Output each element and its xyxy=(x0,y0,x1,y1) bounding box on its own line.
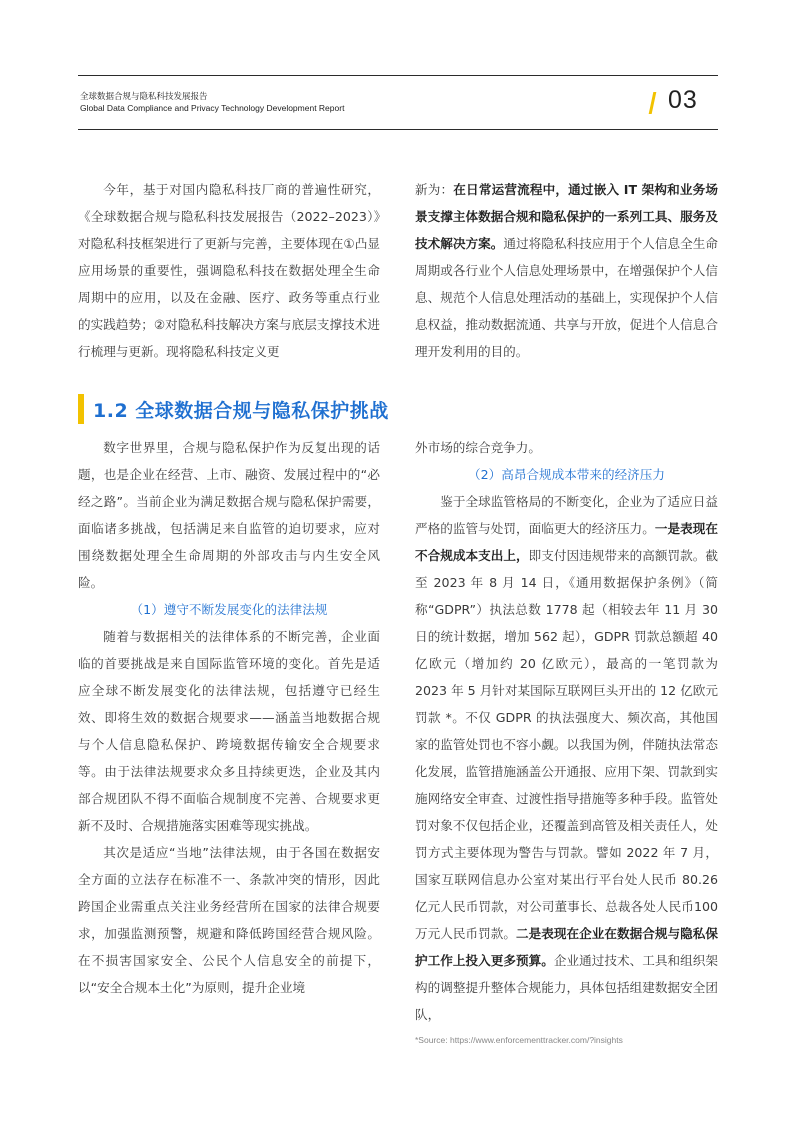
text-run: 企业通过技术、工具和组织架构的调整提升整体合规能力，具体包括组建数据安全团队， xyxy=(415,953,719,1022)
header-bottom-rule xyxy=(78,129,718,130)
page-number-divider xyxy=(649,92,657,114)
intro-left-column xyxy=(78,176,380,365)
section-heading: 1.2 全球数据合规与隐私保护挑战 xyxy=(93,400,389,422)
text-run: 即支付因违规带来的高额罚款。截至 2023 年 8 月 14 日，《通用数据保护条例》（简称“GDPR”）执法总数 1778 起（相较去年 11 月 30 日的统计数据，增加 562 起），GDPR 罚款总额超 40 亿欧元（增加约 20 亿欧元），最高的一笔罚款为 2023 年 5 月针对某国际互联网巨头开出的 12 亿欧元罚款 *。不仅 GDPR 的执法强度大、频次高，其他国家的监管处罚也不容小觑。以我国为例，伴随执法常态化发展，监管措施涵盖公开通报、应用下架、罚款到实施网络安全审查、过渡性指导措施等多种手段。监管处罚对象不仅包括企业，还覆盖到高管及相关责任人，处罚方式主要体现为警告与罚款。譬如 2022 年 7 月，国家互联网信息办公室对某出行平台处人民币 80.26亿元人民币罚款，对公司董事长、总裁各处人民币100万元人民币罚款。 xyxy=(415,548,719,941)
intro-right-column xyxy=(415,176,718,365)
body-right-column xyxy=(415,434,718,1028)
header-top-rule xyxy=(78,75,718,76)
intro-continued-paragraph xyxy=(415,176,718,365)
report-title-en: Global Data Compliance and Privacy Technology Development Report xyxy=(80,103,345,113)
subheading-2: （2）高昂合规成本带来的经济压力 xyxy=(468,467,665,482)
text-run: 鉴于全球监管格局的不断变化，企业为了适应日益严格的监管与处罚，面临更大的经济压力。 xyxy=(415,494,718,536)
body-paragraph: 外市场的综合竞争力。 xyxy=(415,440,541,455)
emphasis-text: 二是表现在企业在数据合规与隐私保护工作上投入更多预算。 xyxy=(415,926,719,968)
section-accent-bar xyxy=(78,394,84,424)
footnote-source: *Source: https://www.enforcementtracker.com/?insights xyxy=(415,1035,623,1045)
intro-rest: 通过将隐私科技应用于个人信息全生命周期或各行业个人信息处理场景中，在增强保护个人信息、规范个人信息处理活动的基础上，实现保护个人信息权益，推动数据流通、共享与开放，促进个人信息合理开发利用的目的。 xyxy=(415,236,719,359)
body-paragraph: 随着与数据相关的法律体系的不断完善，企业面临的首要挑战是来自国际监管环境的变化。首先是适应全球不断发展变化的法律法规，包括遵守已经生效、即将生效的数据合规要求——涵盖当地数据合规与个人信息隐私保护、跨境数据传输安全合规要求等。由于法律法规要求众多且持续更迭，企业及其内部合规团队不得不面临合规制度不完善、合规要求更新不及时、合规措施落实困难等现实挑战。 xyxy=(78,629,380,833)
privacy-tech-definition: 在日常运营流程中，通过嵌入 IT 架构和业务场景支撑主体数据合规和隐私保护的一系列工具、服务及技术解决方案。 xyxy=(415,182,719,251)
body-left-column xyxy=(78,434,380,1001)
body-paragraph: 数字世界里，合规与隐私保护作为反复出现的话题，也是企业在经营、上市、融资、发展过程中的“必经之路”。当前企业为满足数据合规与隐私保护需要，面临诸多挑战，包括满足来自监管的迫切要求，应对围绕数据处理全生命周期的外部攻击与内生安全风险。 xyxy=(78,440,380,590)
report-title-cn: 全球数据合规与隐私科技发展报告 xyxy=(80,92,208,102)
body-paragraph xyxy=(415,488,718,1028)
intro-lead: 新为： xyxy=(415,182,454,197)
body-paragraph: 其次是适应“当地”法律法规，由于各国在数据安全方面的立法存在标准不一、条款冲突的情形，因此跨国企业需重点关注业务经营所在国家的法律合规要求，加强监测预警，规避和降低跨国经营合规风险。在不损害国家安全、公民个人信息安全的前提下，以“安全合规本土化”为原则，提升企业境 xyxy=(78,845,380,995)
subheading-1: （1）遵守不断发展变化的法律法规 xyxy=(130,602,328,617)
intro-paragraph: 今年，基于对国内隐私科技厂商的普遍性研究，《全球数据合规与隐私科技发展报告（2022–2023）》对隐私科技框架进行了更新与完善，主要体现在①凸显应用场景的重要性，强调隐私科技在数据处理全生命周期中的应用，以及在金融、医疗、政务等重点行业的实践趋势；②对隐私科技解决方案与底层支撑技术进行梳理与更新。现将隐私科技定义更 xyxy=(78,182,380,359)
emphasis-text: 一是表现在不合规成本支出上， xyxy=(415,521,719,563)
page-number: 03 xyxy=(668,86,698,114)
